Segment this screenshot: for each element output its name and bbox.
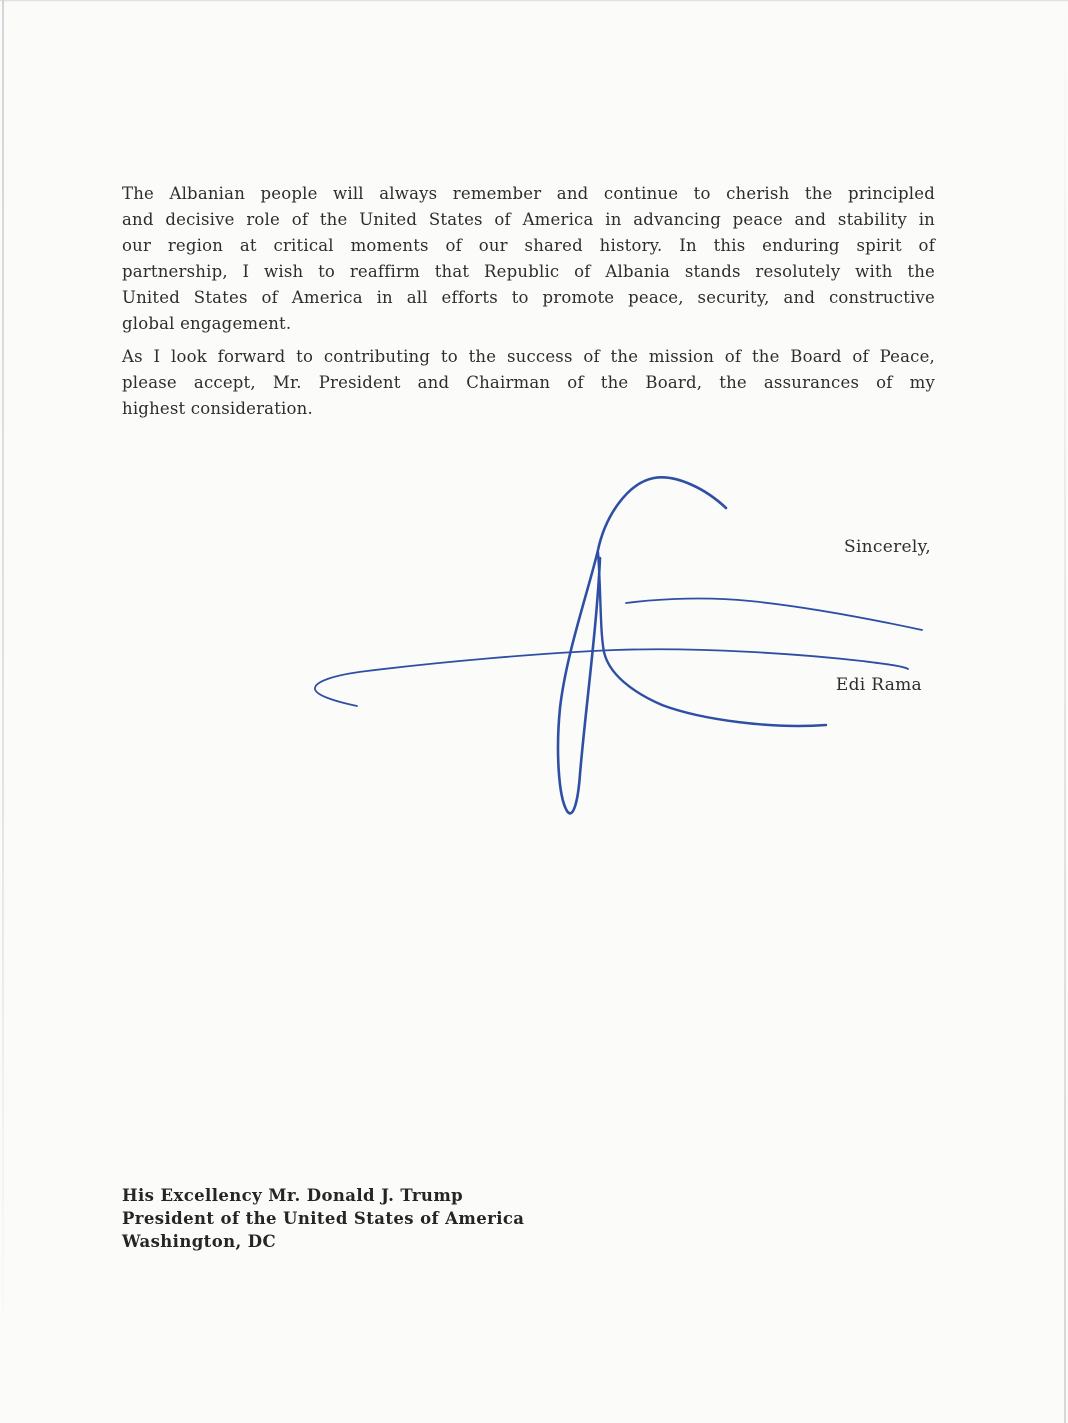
paragraph-2-line-1: As I look forward to contributing to the success of the mission of the Board of Peace, bbox=[122, 347, 935, 366]
paragraph-2-line-3: highest consideration. bbox=[122, 399, 313, 418]
closing-salutation: Sincerely, bbox=[844, 537, 931, 557]
paragraph-1-line-5: United States of America in all efforts to promote peace, security, and constructive bbox=[122, 288, 935, 307]
scan-edge-top bbox=[0, 0, 1068, 2]
paragraph-1-line-2: and decisive role of the United States of America in advancing peace and stability in bbox=[122, 210, 935, 229]
signer-name: Edi Rama bbox=[835, 675, 922, 695]
paragraph-2-line-2: please accept, Mr. President and Chairman of the Board, the assurances of my bbox=[122, 373, 935, 392]
paragraph-1-line-1: The Albanian people will always remember and continue to cherish the principled bbox=[122, 184, 935, 203]
scan-edge-right bbox=[1064, 0, 1066, 1423]
paragraph-2 bbox=[122, 344, 935, 422]
recipient-address-block bbox=[122, 1184, 524, 1253]
paragraph-1 bbox=[122, 181, 935, 337]
signature-ink-strokes bbox=[315, 477, 922, 813]
recipient-line-1: His Excellency Mr. Donald J. Trump bbox=[122, 1186, 464, 1205]
paragraph-1-line-6: global engagement. bbox=[122, 314, 292, 333]
paragraph-1-line-3: our region at critical moments of our shared history. In this enduring spirit of bbox=[122, 236, 935, 255]
recipient-line-3: Washington, DC bbox=[122, 1232, 277, 1251]
paragraph-1-line-4: partnership, I wish to reaffirm that Republic of Albania stands resolutely with the bbox=[122, 262, 935, 281]
recipient-line-2: President of the United States of America bbox=[122, 1209, 525, 1228]
scan-edge-left bbox=[2, 0, 4, 1423]
